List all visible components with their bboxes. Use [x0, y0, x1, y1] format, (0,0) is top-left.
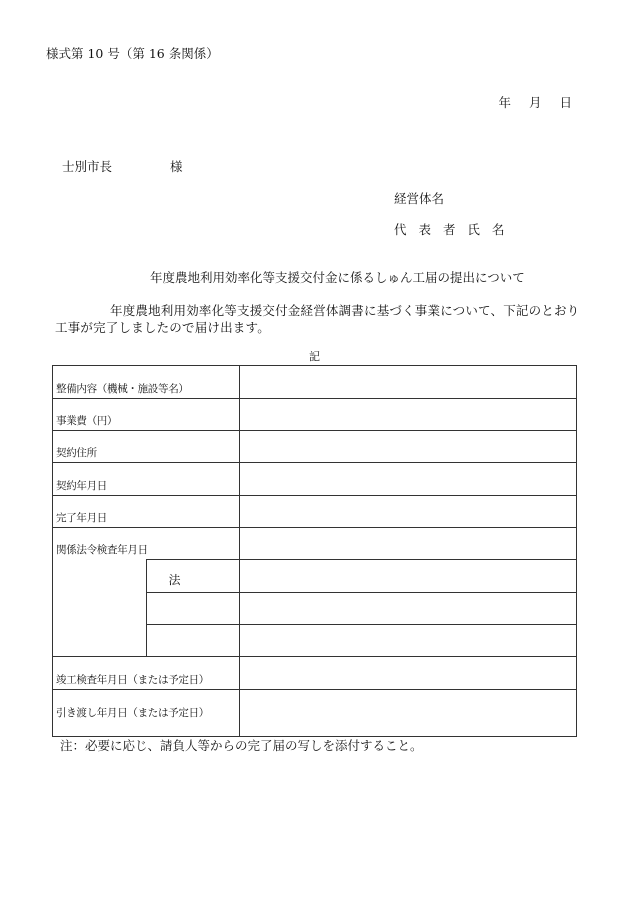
table-row: [53, 496, 577, 528]
value-cell-contract-address[interactable]: [240, 431, 577, 463]
completion-record-table: [52, 365, 577, 737]
value-cell-project-cost[interactable]: [240, 399, 577, 431]
row-label-project-cost: 事業費（円）: [53, 399, 240, 431]
table-row: [53, 657, 577, 690]
record-heading: 記: [309, 350, 320, 363]
sub-label-cell-2[interactable]: [146, 593, 240, 625]
table-row: [53, 366, 577, 399]
value-cell-equipment[interactable]: [240, 366, 577, 399]
table-row: [53, 399, 577, 431]
value-cell-completion-inspection[interactable]: [240, 657, 577, 690]
table-row: [53, 528, 577, 560]
representative-name-label: 代 表 者 氏 名: [394, 222, 509, 237]
indent-stub: [53, 625, 147, 657]
addressee-honorific: 様: [170, 159, 183, 174]
value-cell-law-2[interactable]: [240, 593, 577, 625]
value-cell-regulation-inspection[interactable]: [240, 528, 577, 560]
value-cell-contract-date[interactable]: [240, 463, 577, 496]
form-number: 様式第 10 号（第 16 条関係）: [46, 46, 219, 61]
table-row: [53, 690, 577, 737]
table-row: [53, 593, 577, 625]
row-label-handover: 引き渡し年月日（または予定日）: [53, 690, 240, 737]
row-label-contract-address: 契約住所: [53, 431, 240, 463]
table-row: [53, 560, 577, 593]
row-label-contract-date: 契約年月日: [53, 463, 240, 496]
indent-stub: [53, 560, 147, 593]
row-label-equipment: 整備内容（機械・施設等名）: [53, 366, 240, 399]
table-row: [53, 625, 577, 657]
row-label-law: 法: [146, 560, 240, 593]
row-label-regulation-inspection: 関係法令検査年月日: [53, 528, 240, 560]
business-name-label: 経営体名: [394, 191, 445, 206]
value-cell-handover[interactable]: [240, 690, 577, 737]
table-row: [53, 463, 577, 496]
sub-label-cell-3[interactable]: [146, 625, 240, 657]
addressee-name: 士別市長: [62, 159, 113, 174]
addressee: [62, 161, 183, 174]
row-label-completion-date: 完了年月日: [53, 496, 240, 528]
table-row: [53, 431, 577, 463]
footnote: 注：必要に応じ、請負人等からの完了届の写しを添付すること。: [60, 738, 423, 753]
document-title: 年度農地利用効率化等支援交付金に係るしゅん工届の提出について: [150, 270, 525, 285]
date-line: 年 月 日: [498, 95, 572, 110]
indent-stub: [53, 593, 147, 625]
body-text: 年度農地利用効率化等支援交付金経営体調書に基づく事業について、下記のとおり工事が完了しましたので届け出ます。: [55, 303, 580, 335]
value-cell-completion-date[interactable]: [240, 496, 577, 528]
row-label-completion-inspection: 竣工検査年月日（または予定日）: [53, 657, 240, 690]
value-cell-law-1[interactable]: [240, 560, 577, 593]
value-cell-law-3[interactable]: [240, 625, 577, 657]
